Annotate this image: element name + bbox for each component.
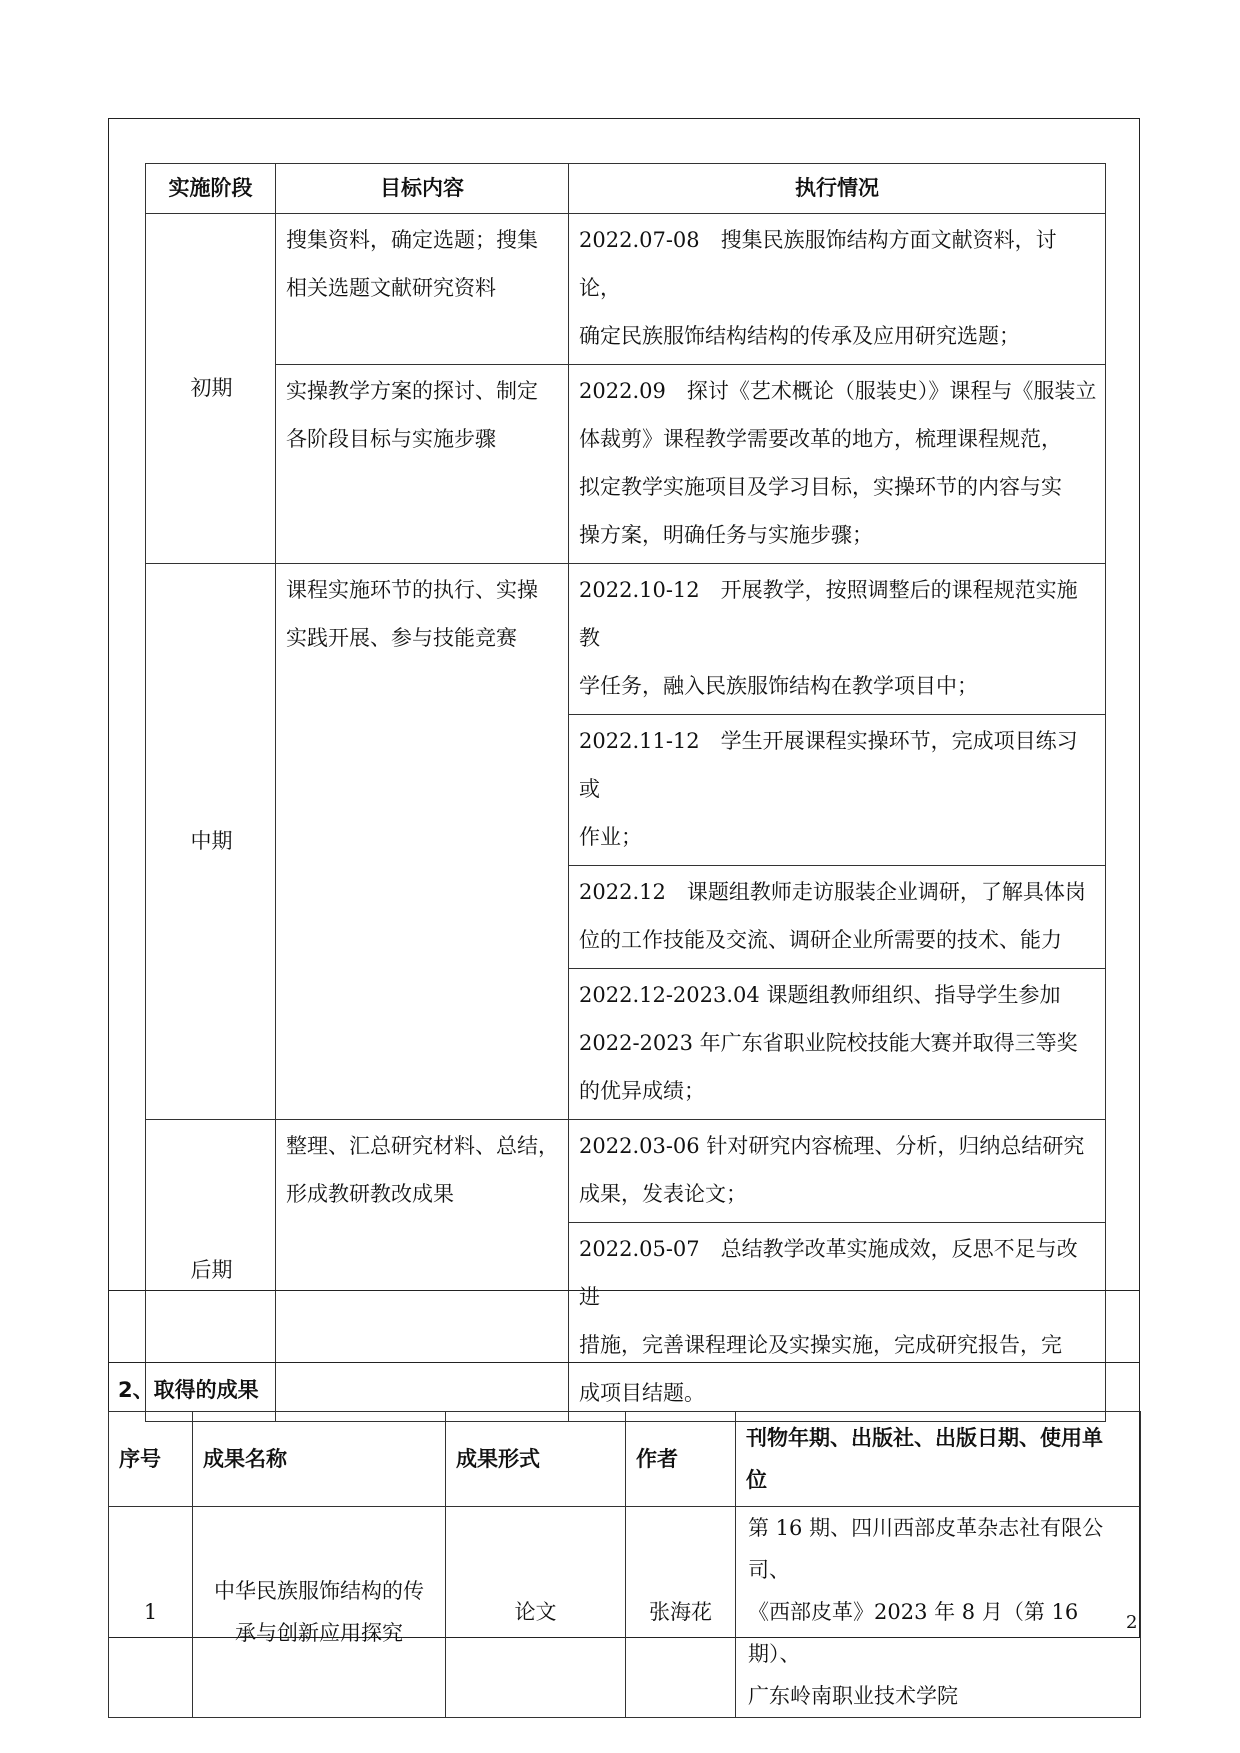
stage-late: 后期: [146, 1120, 276, 1422]
execution-line: 操方案，明确任务与实施步骤；: [579, 523, 873, 547]
blank-row-bottom-line: [108, 1362, 1140, 1363]
execution-line: 成果，发表论文；: [579, 1182, 747, 1206]
result-form: 论文: [446, 1507, 626, 1718]
goal-cell: [276, 214, 569, 365]
header-index: 序号: [109, 1412, 193, 1507]
execution-cell: [569, 365, 1106, 564]
result-publication-line: 广东岭南职业技术学院: [748, 1684, 958, 1708]
result-index: 1: [109, 1507, 193, 1718]
header-form: 成果形式: [446, 1412, 626, 1507]
header-publication: [736, 1412, 1141, 1507]
execution-cell: [569, 214, 1106, 365]
header-execution: 执行情况: [569, 164, 1106, 214]
blank-row-top-line: [108, 1290, 1140, 1291]
result-publication-line: 《西部皮革》2023 年 8 月（第 16 期）、: [748, 1600, 1079, 1666]
table-row: [146, 365, 1106, 564]
execution-line: 体裁剪》课程教学需要改革的地方，梳理课程规范，: [579, 427, 1062, 451]
execution-line: 确定民族服饰结构结构的传承及应用研究选题；: [579, 324, 1020, 348]
result-author: 张海花: [626, 1507, 736, 1718]
goal-cell: [276, 1120, 569, 1422]
execution-line: 2022.10-12 开展教学，按照调整后的课程规范实施教: [579, 578, 1078, 650]
execution-line: 2022.12 课题组教师走访服装企业调研，了解具体岗: [579, 880, 1086, 904]
execution-line: 2022.03-06 针对研究内容梳理、分析，归纳总结研究: [579, 1134, 1085, 1158]
execution-line: 2022.11-12 学生开展课程实操环节，完成项目练习或: [579, 729, 1078, 801]
execution-line: 2022.07-08 搜集民族服饰结构方面文献资料，讨论，: [579, 228, 1057, 300]
goal-cell: [276, 365, 569, 564]
result-publication-line: 第 16 期、四川西部皮革杂志社有限公司、: [748, 1516, 1104, 1582]
execution-line: 学任务，融入民族服饰结构在教学项目中；: [579, 674, 978, 698]
plan-header-row: [146, 164, 1106, 214]
execution-line: 作业；: [579, 825, 642, 849]
result-name-line: 中华民族服饰结构的传: [214, 1579, 424, 1603]
execution-line: 措施，完善课程理论及实操实施，完成研究报告，完: [579, 1333, 1062, 1357]
stage-early: 初期: [146, 214, 276, 564]
goal-line: 搜集资料，确定选题；搜集: [286, 228, 538, 252]
execution-line: 拟定教学实施项目及学习目标，实操环节的内容与实: [579, 475, 1062, 499]
result-name: [193, 1507, 446, 1718]
plan-table: [145, 163, 1106, 1422]
table-row: [109, 1507, 1141, 1718]
header-stage: 实施阶段: [146, 164, 276, 214]
table-row: [146, 564, 1106, 715]
header-author: 作者: [626, 1412, 736, 1507]
header-goal: 目标内容: [276, 164, 569, 214]
results-header-row: [109, 1412, 1141, 1507]
execution-line: 2022-2023 年广东省职业院校技能大赛并取得三等奖: [579, 1031, 1078, 1055]
execution-cell: [569, 715, 1106, 866]
execution-cell: [569, 866, 1106, 969]
page-number: 2: [1126, 1612, 1138, 1633]
table-row: [146, 1120, 1106, 1223]
header-publication-line: 位: [746, 1468, 767, 1492]
goal-line: 整理、汇总研究材料、总结，: [286, 1134, 559, 1158]
goal-line: 课程实施环节的执行、实操: [286, 578, 538, 602]
goal-line: 实践开展、参与技能竞赛: [286, 626, 517, 650]
execution-line: 2022.05-07 总结教学改革实施成效，反思不足与改进: [579, 1237, 1078, 1309]
execution-line: 2022.12-2023.04 课题组教师组织、指导学生参加: [579, 983, 1061, 1007]
execution-line: 2022.09 探讨《艺术概论（服装史）》课程与《服装立: [579, 379, 1097, 403]
execution-cell: [569, 564, 1106, 715]
stage-middle: 中期: [146, 564, 276, 1120]
result-publication: [736, 1507, 1141, 1718]
results-section-title: 2、取得的成果: [118, 1378, 259, 1402]
header-name: 成果名称: [193, 1412, 446, 1507]
goal-line: 各阶段目标与实施步骤: [286, 427, 496, 451]
result-name-line: 承与创新应用探究: [235, 1621, 403, 1645]
execution-cell: [569, 1223, 1106, 1422]
execution-line: 的优异成绩；: [579, 1079, 705, 1103]
goal-line: 相关选题文献研究资料: [286, 276, 496, 300]
table-row: [146, 214, 1106, 365]
execution-line: 位的工作技能及交流、调研企业所需要的技术、能力: [579, 928, 1062, 952]
results-table: [108, 1411, 1141, 1718]
execution-cell: [569, 1120, 1106, 1223]
header-publication-line: 刊物年期、出版社、出版日期、使用单: [746, 1426, 1103, 1450]
goal-line: 形成教研教改成果: [286, 1182, 454, 1206]
execution-cell: [569, 969, 1106, 1120]
goal-line: 实操教学方案的探讨、制定: [286, 379, 538, 403]
goal-cell: [276, 564, 569, 1120]
execution-line: 成项目结题。: [579, 1381, 705, 1405]
